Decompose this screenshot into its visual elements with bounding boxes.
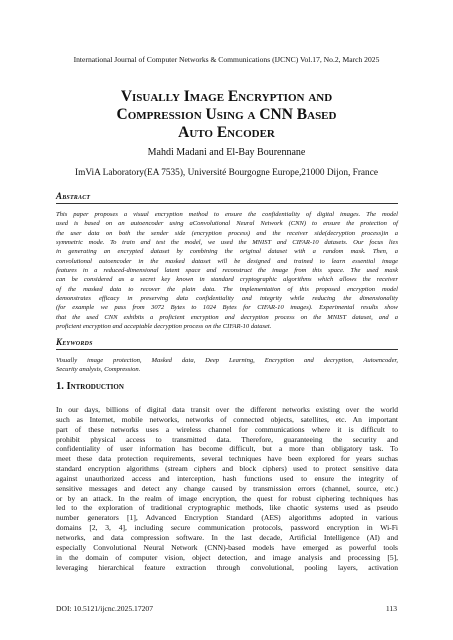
introduction-heading: 1. Introduction: [56, 381, 124, 392]
abstract-line: that the used CNN exhibits a proficient encryption and decryption process on the MNIST dataset, and a: [56, 313, 398, 321]
page-number: 113: [385, 604, 397, 613]
keywords-line: Visually image protection, Masked data, Deep Learning, Encryption and decryption, Autoencoder,: [56, 357, 398, 364]
title-line: Auto Encoder: [178, 124, 275, 141]
abstract-line: can be considered as a secret key known in standard cryptographic algorithms which allows the receiver: [56, 276, 398, 284]
authors: Mahdi Madani and El-Bay Bourennane: [147, 147, 306, 158]
body-line: number generators [1], Advanced Encryption Standard (AES) algorithms adopted in various: [56, 513, 398, 523]
abstract-line: features in a reduced-dimensional latent space and reconstruct the image from this space. The used mask: [56, 267, 398, 275]
body-line: In our days, billions of digital data transit over the different networks existing over the world: [56, 405, 398, 414]
abstract-line: demonstrates efficacy in preserving data confidentiality and integrity while reducing the dimensionality: [56, 295, 398, 303]
abstract-line: of the masked data to recover the plain data. The implementation of this proposed encryption model: [56, 285, 398, 293]
abstract-heading: Abstract: [56, 191, 91, 201]
abstract-line: proficient encryption and acceptable decryption process on the CIFAR-10 dataset.: [56, 323, 272, 331]
body-line: led to the exploration of traditional cryptographic methods, like chaotic systems used as pseudo: [56, 503, 398, 513]
footer-doi: DOI: 10.5121/ijcnc.2025.17207: [56, 604, 154, 613]
affiliation: ImViA Laboratory(EA 7535), Université Bourgogne Europe,21000 Dijon, France: [75, 168, 378, 178]
body-line: part of these networks uses a wireless channel for communications where it is difficult to: [56, 424, 398, 434]
body-line: leveraging hierarchical feature extraction through convolutional, pooling layers, activation: [56, 562, 398, 572]
body-line: confidentiality of user information has become difficult, but a more than obligatory task. To: [56, 444, 398, 454]
introduction-body: [56, 405, 398, 572]
paper-title: [40, 88, 413, 142]
body-line: networks, and data compression software. In the last decade, Artificial Intelligence (AI) and: [56, 532, 398, 542]
abstract-line: in generating an encrypted dataset by combining the original dataset with a random mask. Then, a: [56, 248, 398, 256]
abstract-line: (for example we pass from 3072 Bytes to 1024 Bytes for CIFAR-10 images). Experimental results show: [56, 304, 398, 312]
keywords-rule: [56, 349, 398, 350]
title-line: Visually Image Encryption and: [120, 88, 333, 105]
body-line: prohibit physical access to transmitted data. Therefore, guaranteeing the security and: [56, 434, 398, 444]
abstract-line: symmetric mode. To train and test the model, we used the MNIST and CIFAR-10 datasets. Our focus lies: [56, 239, 398, 247]
abstract-line: convolutional autoencoder in the masked dataset will be designed and trained to learn essential image: [56, 257, 398, 265]
journal-header: International Journal of Computer Networks & Communications (IJCNC) Vol.17, No.2, March 2025: [73, 55, 380, 64]
body-line: especially Convolutional Neural Network (CNN)-based models have emerged as powerful tools: [56, 542, 398, 552]
body-line: meet these data protection requirements, several techniques have been explored for years suchas: [56, 454, 398, 464]
keywords-body: [56, 356, 398, 375]
abstract-line: the user data on both the sender side (encryption process) and the receiver side(decryption process)in a: [56, 229, 398, 237]
title-line: Compression Using a CNN Based: [116, 106, 337, 123]
abstract-line: used is based on an autoencoder using aConvolutional Neural Network (CNN) to ensure the protection of: [56, 220, 398, 228]
body-line: such as Internet, mobile networks, networks of connected objects, satellites, etc. An important: [56, 414, 398, 424]
body-line: sensitive messages and detect any change caused by transmission errors (channel, source, etc.): [56, 483, 398, 493]
abstract-line: This paper proposes a visual encryption method to ensure the confidentiality of digital images. The model: [56, 211, 398, 218]
body-line: in the domain of computer vision, object detection, and image analysis and processing [5],: [56, 552, 398, 562]
abstract-body: [56, 210, 398, 331]
abstract-rule: [56, 203, 398, 204]
body-line: or by an attack. In the realm of image encryption, the quest for robust ciphering techniques has: [56, 493, 398, 503]
keywords-heading: Keywords: [56, 337, 93, 347]
body-line: domains [2, 3, 4], including secure communication protocols, password encryption in Wi-Fi: [56, 523, 398, 533]
keywords-line: Security analysis, Compression.: [56, 366, 141, 374]
body-line: against unauthorized access and interception, hash functions used to ensure the integrity of: [56, 473, 398, 483]
body-line: standard encryption algorithms (stream ciphers and block ciphers) used to protect sensitive data: [56, 464, 398, 474]
